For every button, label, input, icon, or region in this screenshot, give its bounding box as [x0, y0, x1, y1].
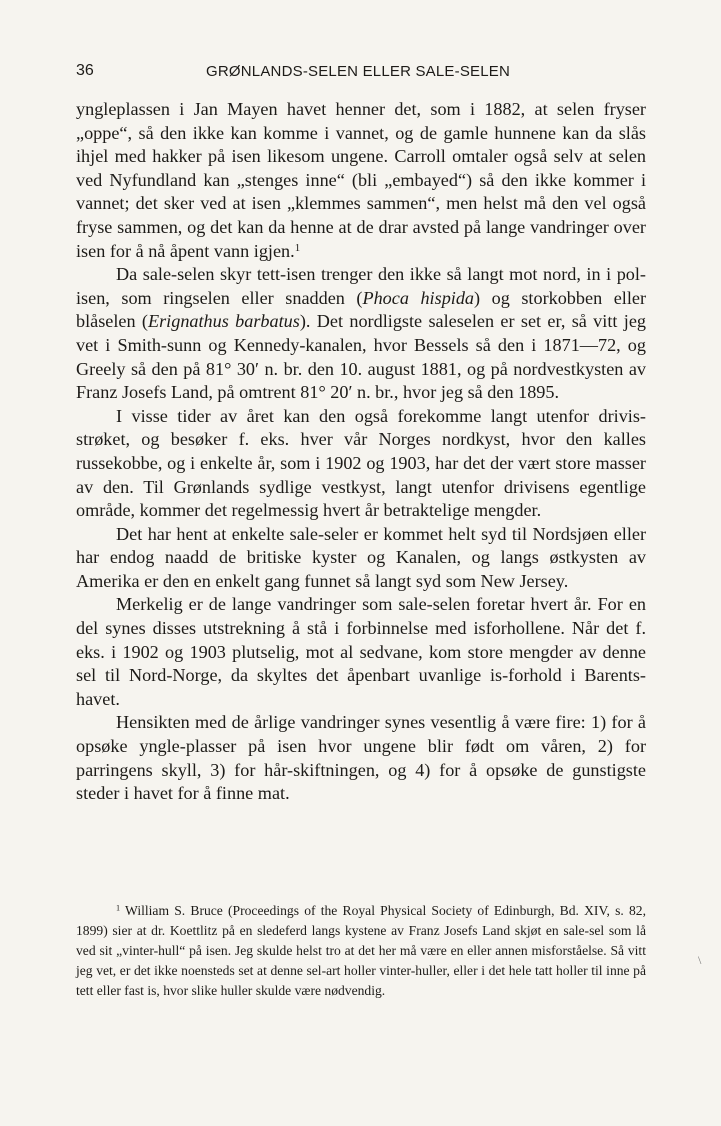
- species-name: Phoca hispida: [362, 287, 475, 308]
- stray-mark: \: [698, 953, 702, 967]
- paragraph: Da sale-selen skyr tett-isen trenger den ikke så langt mot nord, in i pol-isen, som ringselen eller snadden (Phoca hispida) og storkobben eller blåselen (Erignathus barbatus). Det nordligste saleselen er set er, så vitt jeg vet i Smith-sunn og Kennedy-kanalen, hvor Bessels så den i 1871—72, og Greely så den på 81° 30′ n. br. den 10. august 1881, og på nordvestkysten av Franz Josefs Land, på omtrent 81° 20′ n. br., hvor jeg så den 1895.: [76, 264, 647, 403]
- paragraph: Hensikten med de årlige vandringer synes vesentlig å være fire: 1) for å opsøke yngle-plasser på isen hvor ungene blir født om våren, 2) for parringens skyll, 3) for hår-skiftningen, og 4) for å opsøke de gunstigste steder i havet for å finne mat.: [76, 712, 646, 804]
- footnote: [76, 901, 646, 1001]
- running-title: GRØNLANDS-SELEN ELLER SALE-SELEN: [206, 63, 511, 80]
- footnote-marker: 1: [116, 903, 121, 913]
- footnote-reference[interactable]: 1: [294, 241, 301, 254]
- footnote-text: William S. Bruce (Proceedings of the Royal Physical Society of Edinburgh, Bd. XIV, s. 82, 1899) sier at dr. Koettlitz på en sledeferd langs kystene av Franz Josefs Land skjøt en sale-sel som lå ved sit „vinter-hull“ på isen. Jeg skulde helst tro at det her må være en eller annen misforståelse. Så vitt jeg vet, er det ikke noensteds set at denne sel-art holler vinter-huller, eller i det hele tatt holler til inne på tett eller fast is, hvor slike huller skulde være nødvendig.: [76, 903, 646, 998]
- species-name: Erignathus barbatus: [147, 311, 300, 332]
- body-text: [76, 98, 646, 806]
- paragraph: Det har hent at enkelte sale-seler er kommet helt syd til Nordsjøen eller har endog naadd de britiske kyster og Kanalen, og langs østkysten av Amerika er den en enkelt gang funnet så langt syd som New Jersey.: [76, 523, 646, 591]
- page-number: 36: [76, 62, 94, 79]
- paragraph: yngleplassen i Jan Mayen havet henner det, som i 1882, at selen fryser „oppe“, så den ikke kan komme i vannet, og de gamle hunnene kan da slås ihjel med hakker på isen likesom ungene. Carroll omtaler også selv at selen ved Nyfundland kan „stenges inne“ (bli „embayed“) så den ikke kommer i vannet; det sker ved at isen „klemmes sammen“, men helst må den vel også fryse sammen, og det kan da henne at de drar avsted på lange vandringer over isen for å nå åpent vann igjen.$^1$: [76, 99, 646, 261]
- paragraph: I visse tider av året kan den også forekomme langt utenfor drivis-strøket, og besøker f. eks. hver vår Norges nordkyst, hvor den kalles russekobbe, og i enkelte år, som i 1902 og 1903, har det der vært store masser av den. Til Grønlands sydlige vestkyst, langt utenfor drivisens egentlige område, kommer det regelmessig hvert år betraktelige mengder.: [76, 405, 646, 521]
- paragraph: Merkelig er de lange vandringer som sale-selen foretar hvert år. For en del synes disses utstrekning å stå i forbinnelse med isforhollene. Når det f. eks. i 1902 og 1903 plutselig, mot al sedvane, kom store mengder av denne sel til Nord-Norge, da skyltes det åpenbart uvanlige is-forhold i Barents-havet.: [76, 594, 646, 709]
